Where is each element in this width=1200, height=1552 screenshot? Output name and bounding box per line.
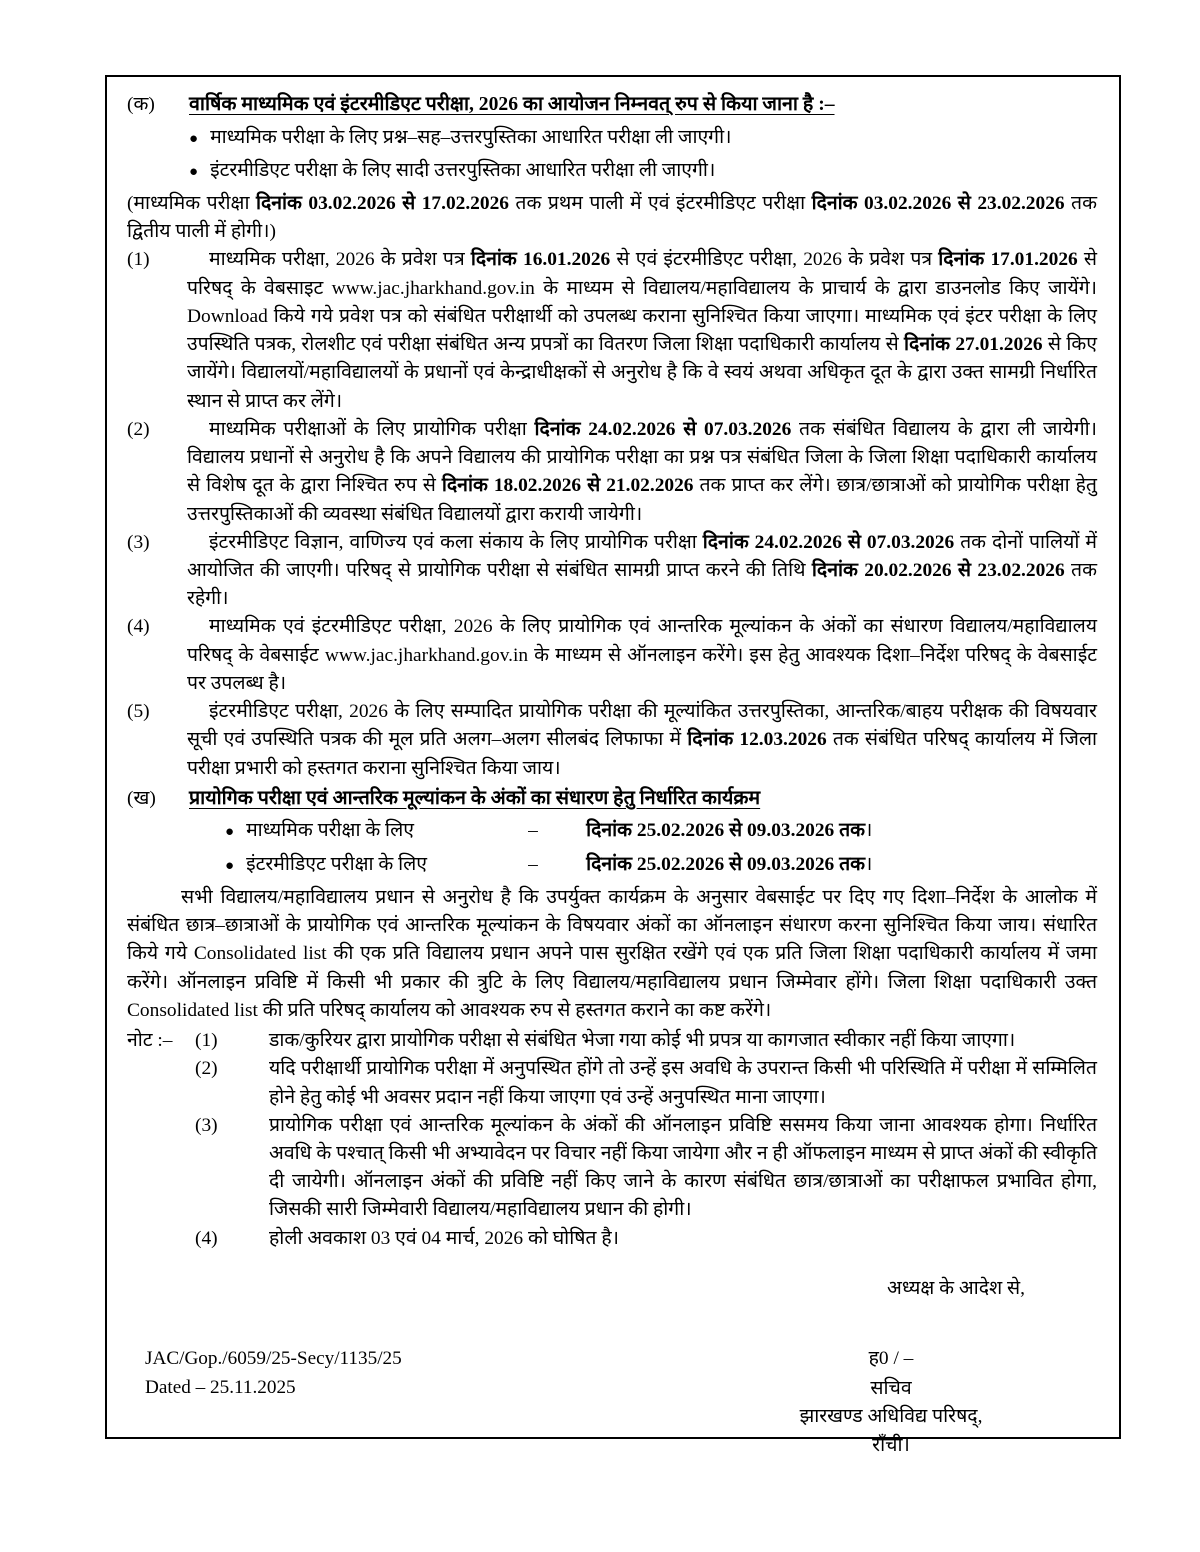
- item-text: इंटरमीडिएट परीक्षा, 2026 के लिए सम्पादित प्रायोगिक परीक्षा की मूल्यांकित उत्तरपुस्तिका, आन्तरिक/बाहय परीक्षक की विषयवार सूची एवं उपस्थिति पत्रक की मूल प्रति अलग–अलग सीलबंद लिफाफा में दिनांक 12.03.2026 तक संबंधित परिषद् कार्यालय में जिला परीक्षा प्रभारी को हस्तगत कराना सुनिश्चित किया जाय।: [187, 701, 1097, 779]
- note-number: (4): [195, 1227, 218, 1249]
- list-item: [127, 157, 1097, 185]
- list-item: [127, 817, 1097, 845]
- schedule-dash: –: [528, 820, 538, 842]
- numbered-item-2: [127, 416, 1097, 529]
- schedule-value-tail: ।: [865, 853, 873, 875]
- schedule-value-dates: दिनांक 25.02.2026 से 09.03.2026 तक: [586, 853, 866, 875]
- bullet-dot-icon: ●: [225, 857, 235, 874]
- section-ka-marker: (क): [127, 94, 155, 115]
- schedule-value-tail: ।: [865, 820, 873, 842]
- item-text: माध्यमिक परीक्षा, 2026 के प्रवेश पत्र दिनांक 16.01.2026 से एवं इंटरमीडिएट परीक्षा, 2026 के प्रवेश पत्र दिनांक 17.01.2026 से परिषद् के वेबसाइट www.jac.jharkhand.gov.in के माध्यम से विद्यालय/महाविद्यालय के प्राचार्य के द्वारा डाउनलोड किए जायेंगे। Download किये गये प्रवेश पत्र को संबंधित परीक्षार्थी को उपलब्ध कराना सुनिश्चित किया जाएगा। माध्यमिक एवं इंटर परीक्षा के लिए उपस्थिति पत्रक, रोलशीट एवं परीक्षा संबंधित अन्य प्रपत्रों का वितरण जिला शिक्षा पदाधिकारी कार्यालय से दिनांक 27.01.2026 से किए जायेंगे। विद्यालयों/महाविद्यालयों के प्रधानों एवं केन्द्राधीक्षकों से अनुरोध है कि वे स्वयं अथवा अधिकृत दूत के द्वारा उक्त सामग्री निर्धारित स्थान से प्राप्त कर लेंगे।: [187, 249, 1097, 412]
- note-item-2: [127, 1055, 1097, 1111]
- by-order-of-chairman: अध्यक्ष के आदेश से,: [887, 1277, 1025, 1299]
- item-number: (2): [127, 418, 150, 440]
- note-item-3: [127, 1112, 1097, 1225]
- note-text: होली अवकाश 03 एवं 04 मार्च, 2026 को घोषित है।: [269, 1227, 619, 1249]
- section-ka-heading-row: [127, 91, 1097, 120]
- signatory-authority-line2: राँची।: [872, 1434, 910, 1456]
- note-item-1: [127, 1027, 1097, 1055]
- schedule-dash: –: [528, 853, 538, 875]
- schedule-value: [586, 817, 872, 845]
- notice-body: [127, 91, 1097, 1460]
- item-number: (1): [127, 249, 150, 271]
- shift-note-part2: तक प्रथम पाली में एवं इंटरमीडिएट परीक्षा: [508, 192, 812, 214]
- notes-label: नोट :–: [127, 1030, 173, 1052]
- note-item-4: [127, 1225, 1097, 1253]
- shift-note-part3: तक द्वितीय पाली में होगी।): [127, 192, 1098, 243]
- section-kha-heading: प्रायोगिक परीक्षा एवं आन्तरिक मूल्यांकन के अंकों का संधारण हेतु निर्धारित कार्यक्रम: [189, 787, 761, 809]
- item-text: माध्यमिक परीक्षाओं के लिए प्रायोगिक परीक्षा दिनांक 24.02.2026 से 07.03.2026 तक संबंधित विद्यालय के द्वारा ली जायेगी। विद्यालय प्रधानों से अनुरोध है कि अपने विद्यालय की प्रायोगिक परीक्षा का प्रश्न पत्र संबंधित जिला के जिला शिक्षा पदाधिकारी कार्यालय से विशेष दूत के द्वारा निश्चित रुप से दिनांक 18.02.2026 से 21.02.2026 तक प्राप्त कर लेंगे। छात्र/छात्राओं को प्रायोगिक परीक्षा हेतु उत्तरपुस्तिकाओं की व्यवस्था संबंधित विद्यालयों द्वारा करायी जायेगी।: [187, 418, 1098, 525]
- bullet-dot-icon: ●: [189, 163, 199, 180]
- section-kha-marker: (ख): [127, 787, 156, 809]
- section-kha-closing-paragraph: सभी विद्यालय/महाविद्यालय प्रधान से अनुरोध है कि उपर्युक्त कार्यक्रम के अनुसार वेबसाईट पर दिए गए दिशा–निर्देश के आलोक में संबंधित छात्र–छात्राओं के प्रायोगिक एवं आन्तरिक मूल्यांकन के विषयवार अंकों का ऑनलाइन संधारण करना सुनिश्चित किया जाय। संधारित किये गये Consolidated list की एक प्रति विद्यालय प्रधान अपने पास सुरक्षित रखेंगे एवं एक प्रति जिला शिक्षा पदाधिकारी कार्यालय में जमा करेंगे। ऑनलाइन प्रविष्टि में किसी भी प्रकार की त्रुटि के लिए विद्यालय/महाविद्यालय प्रधान जिम्मेवार होंगे। जिला शिक्षा पदाधिकारी उक्त Consolidated list की प्रति परिषद् कार्यालय को आवश्यक रुप से हस्तगत कराने का कष्ट करेंगे।: [127, 886, 1097, 1021]
- shift-note-date-intermediate: दिनांक 03.02.2026 से 23.02.2026: [811, 192, 1065, 214]
- item-number: (5): [127, 701, 150, 723]
- item-text: माध्यमिक एवं इंटरमीडिएट परीक्षा, 2026 के लिए प्रायोगिक एवं आन्तरिक मूल्यांकन के अंकों का संधारण विद्यालय/महाविद्यालय परिषद् के वेबसाईट www.jac.jharkhand.gov.in के माध्यम से ऑनलाइन करेंगे। इस हेतु आवश्यक दिशा–निर्देश परिषद् के वेबसाईट पर उपलब्ध है।: [187, 616, 1097, 694]
- signatory-authority-line1: झारखण्ड अधिविद्य परिषद्,: [799, 1406, 983, 1428]
- numbered-item-3: [127, 529, 1097, 614]
- bullet-dot-icon: ●: [189, 130, 199, 147]
- section-kha-schedule-list: [127, 817, 1097, 878]
- shift-timing-note: [127, 190, 1097, 246]
- footer-columns: [127, 1345, 1097, 1460]
- schedule-label: माध्यमिक परीक्षा के लिए: [246, 820, 414, 842]
- signatory-designation: सचिव: [870, 1378, 912, 1400]
- list-item: [127, 124, 1097, 152]
- schedule-label: इंटरमीडिएट परीक्षा के लिए: [246, 853, 428, 875]
- note-text: यदि परीक्षार्थी प्रायोगिक परीक्षा में अनुपस्थित होंगे तो उन्हें इस अवधि के उपरान्त किसी भी परिस्थिति में परीक्षा में सम्मिलित होने हेतु कोई भी अवसर प्रदान नहीं किया जाएगा एवं उन्हें अनुपस्थित माना जाएगा।: [269, 1058, 1097, 1108]
- section-ka-bullet-list: [127, 124, 1097, 185]
- shift-note-part1: (माध्यमिक परीक्षा: [127, 192, 256, 214]
- signature-area: [127, 1275, 1097, 1460]
- schedule-value-dates: दिनांक 25.02.2026 से 09.03.2026 तक: [586, 820, 866, 842]
- numbered-item-5: [127, 698, 1097, 783]
- numbered-item-1: [127, 246, 1097, 415]
- numbered-item-4: [127, 613, 1097, 698]
- section-ka-bullet-0: माध्यमिक परीक्षा के लिए प्रश्न–सह–उत्तरपुस्तिका आधारित परीक्षा ली जाएगी।: [210, 126, 732, 148]
- section-ka-heading: वार्षिक माध्यमिक एवं इंटरमीडिएट परीक्षा, 2026 का आयोजन निम्नवत् रुप से किया जाना है :–: [189, 94, 835, 115]
- item-number: (3): [127, 531, 150, 553]
- bullet-dot-icon: ●: [225, 824, 235, 841]
- section-kha-heading-row: [127, 785, 1097, 814]
- signatory-block: [731, 1345, 1097, 1460]
- memo-date: Dated – 25.11.2025: [145, 1376, 296, 1398]
- schedule-row-madhyamik: [246, 817, 872, 845]
- shift-note-date-madhyamik: दिनांक 03.02.2026 से 17.02.2026: [255, 192, 509, 214]
- note-number: (2): [195, 1058, 218, 1080]
- item-number: (4): [127, 616, 150, 638]
- note-text: प्रायोगिक परीक्षा एवं आन्तरिक मूल्यांकन के अंकों की ऑनलाइन प्रविष्टि ससमय किया जाना आवश्यक होगा। निर्धारित अवधि के पश्चात् किसी भी अभ्यावेदन पर विचार नहीं किया जायेगा और न ही ऑफलाइन माध्यम से प्राप्त अंकों की स्वीकृति दी जायेगी। ऑनलाइन अंकों की प्रविष्टि नहीं किए जाने के कारण संबंधित छात्र/छात्राओं का परीक्षाफल प्रभावित होगा, जिसकी सारी जिम्मेवारी विद्यालय/महाविद्यालय प्रधान की होगी।: [269, 1114, 1097, 1221]
- note-number: (1): [195, 1030, 218, 1052]
- notes-block: [127, 1027, 1097, 1253]
- schedule-row-intermediate: [246, 851, 872, 879]
- list-item: [127, 851, 1097, 879]
- section-ka-bullet-1: इंटरमीडिएट परीक्षा के लिए सादी उत्तरपुस्तिका आधारित परीक्षा ली जाएगी।: [210, 159, 716, 181]
- notice-page-frame: [105, 75, 1121, 1456]
- signature-mark: ह0 / –: [868, 1348, 914, 1370]
- note-text: डाक/कुरियर द्वारा प्रायोगिक परीक्षा से संबंधित भेजा गया कोई भी प्रपत्र या कागजात स्वीकार नहीं किया जाएगा।: [269, 1030, 1016, 1052]
- schedule-value: [586, 851, 872, 879]
- memo-number: JAC/Gop./6059/25-Secy/1135/25: [145, 1348, 402, 1370]
- item-text: इंटरमीडिएट विज्ञान, वाणिज्य एवं कला संकाय के लिए प्रायोगिक परीक्षा दिनांक 24.02.2026 से 07.03.2026 तक दोनों पालियों में आयोजित की जाएगी। परिषद् से प्रायोगिक परीक्षा से संबंधित सामग्री प्राप्त करने की तिथि दिनांक 20.02.2026 से 23.02.2026 तक रहेगी।: [187, 531, 1097, 610]
- note-number: (3): [195, 1114, 218, 1136]
- reference-block: [127, 1345, 402, 1403]
